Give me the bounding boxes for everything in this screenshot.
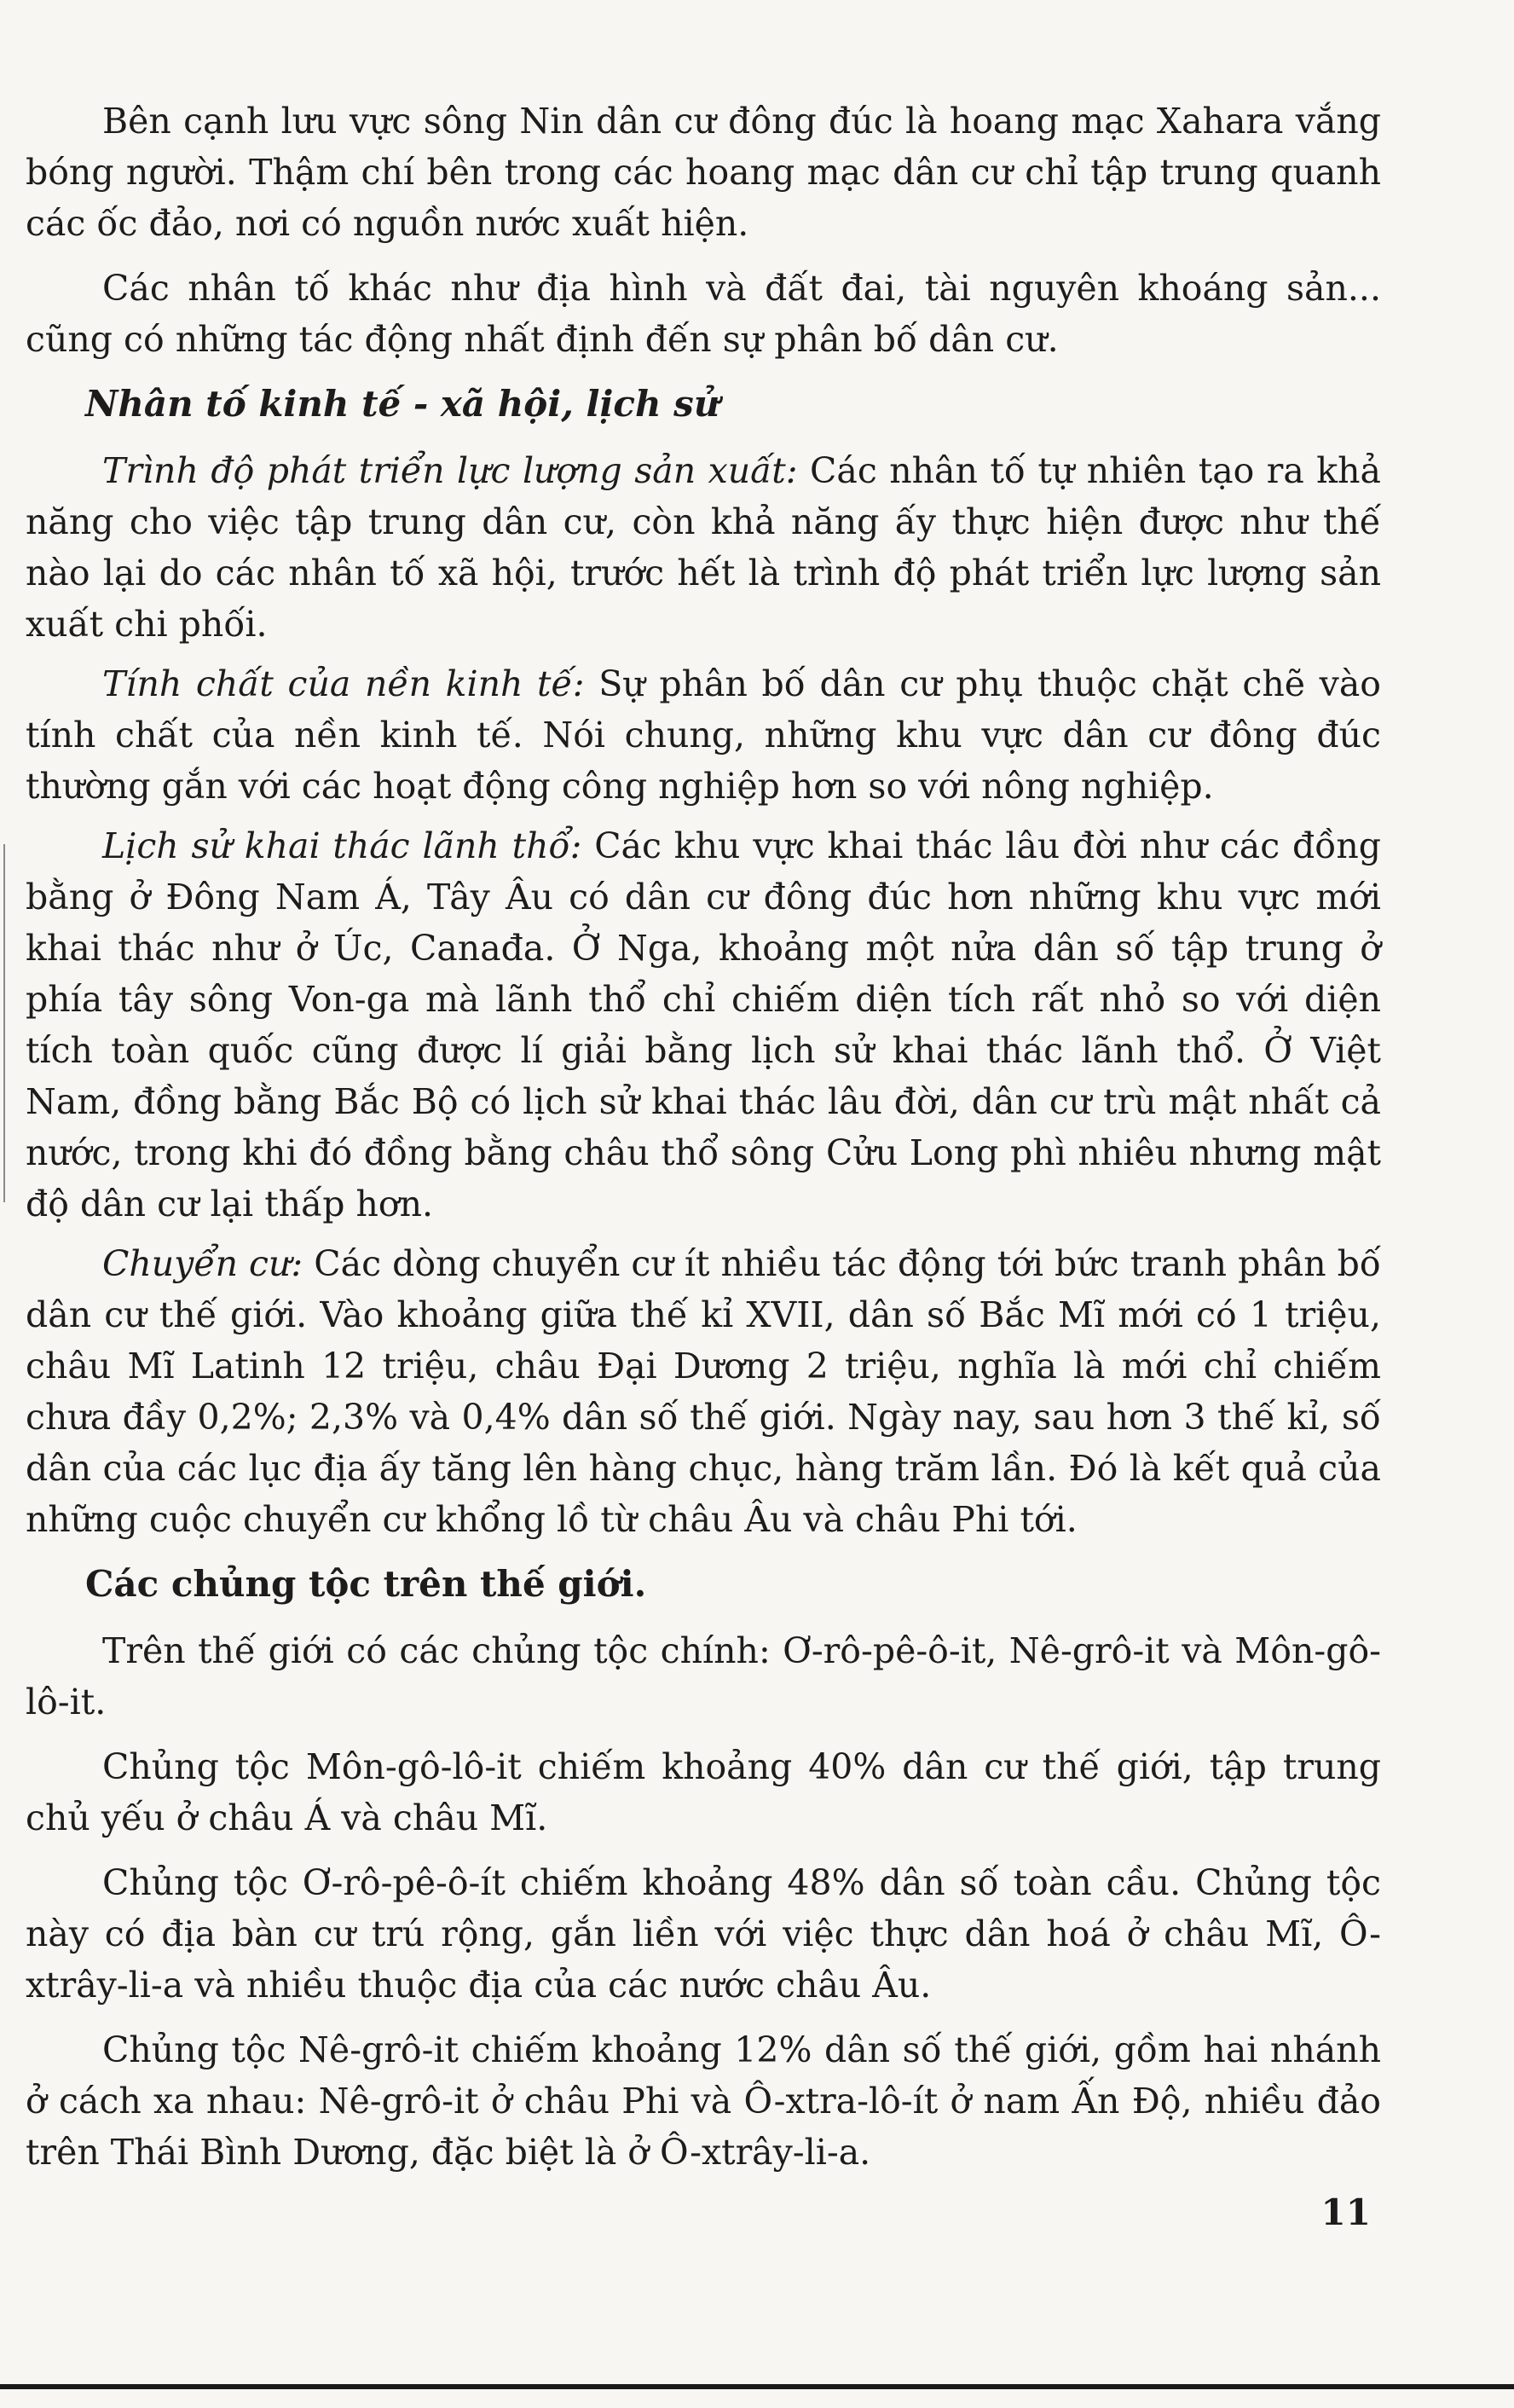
text-migration: Các dòng chuyển cư ít nhiều tác động tới bức tranh phân bố dân cư thế giới. Vào khoảng giữa thế kỉ XVII, dân số Bắc Mĩ mới có 1 triệu, châu Mĩ Latinh 12 triệu, châu Đại Dương 2 triệu, nghĩa là mới chỉ chiếm chưa đầy 0,2%; 2,3% và 0,4% dân số thế giới. Ngày nay, sau hơn 3 thế kỉ, số dân của các lục địa ấy tăng lên hàng chục, hàng trăm lần. Đó là kết quả của những cuộc chuyển cư khổng lồ từ châu Âu và châu Phi tới. <box>26 1243 1381 1540</box>
text-territory-history: Các khu vực khai thác lâu đời như các đồng bằng ở Đông Nam Á, Tây Âu có dân cư đông đúc hơn những khu vực mới khai thác như ở Úc, Canađa. Ở Nga, khoảng một nửa dân số tập trung ở phía tây sông Von-ga mà lãnh thổ chỉ chiếm diện tích rất nhỏ so với diện tích toàn quốc cũng được lí giải bằng lịch sử khai thác lãnh thổ. Ở Việt Nam, đồng bằng Bắc Bộ có lịch sử khai thác lâu đời, dân cư trù mật nhất cả nước, trong khi đó đồng bằng châu thổ sông Cửu Long phì nhiêu nhưng mật độ dân cư lại thấp hơn. <box>26 825 1381 1224</box>
paragraph-other-factors: Các nhân tố khác như địa hình và đất đai, tài nguyên khoáng sản... cũng có những tác động nhất định đến sự phân bố dân cư. <box>26 268 1381 360</box>
paragraph-negroid: Chủng tộc Nê-grô-it chiếm khoảng 12% dân số thế giới, gồm hai nhánh ở cách xa nhau: Nê-grô-it ở châu Phi và Ô-xtra-lô-ít ở nam Ấn Độ, nhiều đảo trên Thái Bình Dương, đặc biệt là ở Ô-xtrây-li-a. <box>26 2029 1381 2173</box>
page-body <box>26 96 1381 2191</box>
text-economy-nature: Sự phân bố dân cư phụ thuộc chặt chẽ vào tính chất của nền kinh tế. Nói chung, những khu vực dân cư đông đúc thường gắn với các hoạt động công nghiệp hơn so với nông nghiệp. <box>26 663 1381 807</box>
section-heading-races: Các chủng tộc trên thế giới. <box>85 1563 647 1605</box>
term-economy-nature: Tính chất của nền kinh tế: <box>102 663 585 704</box>
paragraph-mongoloid: Chủng tộc Môn-gô-lô-it chiếm khoảng 40% dân cư thế giới, tập trung chủ yếu ở châu Á và châu Mĩ. <box>26 1746 1381 1838</box>
page-number: 11 <box>1320 2191 1371 2233</box>
paragraph-migration <box>26 1238 1381 1545</box>
paragraph-main-races: Trên thế giới có các chủng tộc chính: Ơ-rô-pê-ô-it, Nê-grô-it và Môn-gô-lô-it. <box>26 1630 1381 1722</box>
bottom-border <box>0 2384 1514 2389</box>
term-production-forces: Trình độ phát triển lực lượng sản xuất: <box>102 450 798 491</box>
paragraph-europoid: Chủng tộc Ơ-rô-pê-ô-ít chiếm khoảng 48% dân số toàn cầu. Chủng tộc này có địa bàn cư trú rộng, gắn liền với việc thực dân hoá ở châu Mĩ, Ô-xtrây-li-a và nhiều thuộc địa của các nước châu Âu. <box>26 1862 1381 2006</box>
paragraph-economy-nature <box>26 658 1381 812</box>
paragraph-production-forces <box>26 445 1381 650</box>
term-migration: Chuyển cư: <box>102 1243 303 1284</box>
text-production-forces: Các nhân tố tự nhiên tạo ra khả năng cho việc tập trung dân cư, còn khả năng ấy thực hiện được như thế nào lại do các nhân tố xã hội, trước hết là trình độ phát triển lực lượng sản xuất chi phối. <box>26 450 1381 645</box>
paragraph-territory-history <box>26 820 1381 1230</box>
section-heading-socioeconomic: Nhân tố kinh tế - xã hội, lịch sử <box>85 383 720 425</box>
scan-edge-line <box>3 844 5 1202</box>
term-territory-history: Lịch sử khai thác lãnh thổ: <box>102 825 582 866</box>
paragraph-nile-desert: Bên cạnh lưu vực sông Nin dân cư đông đúc là hoang mạc Xahara vắng bóng người. Thậm chí bên trong các hoang mạc dân cư chỉ tập trung quanh các ốc đảo, nơi có nguồn nước xuất hiện. <box>26 101 1381 244</box>
